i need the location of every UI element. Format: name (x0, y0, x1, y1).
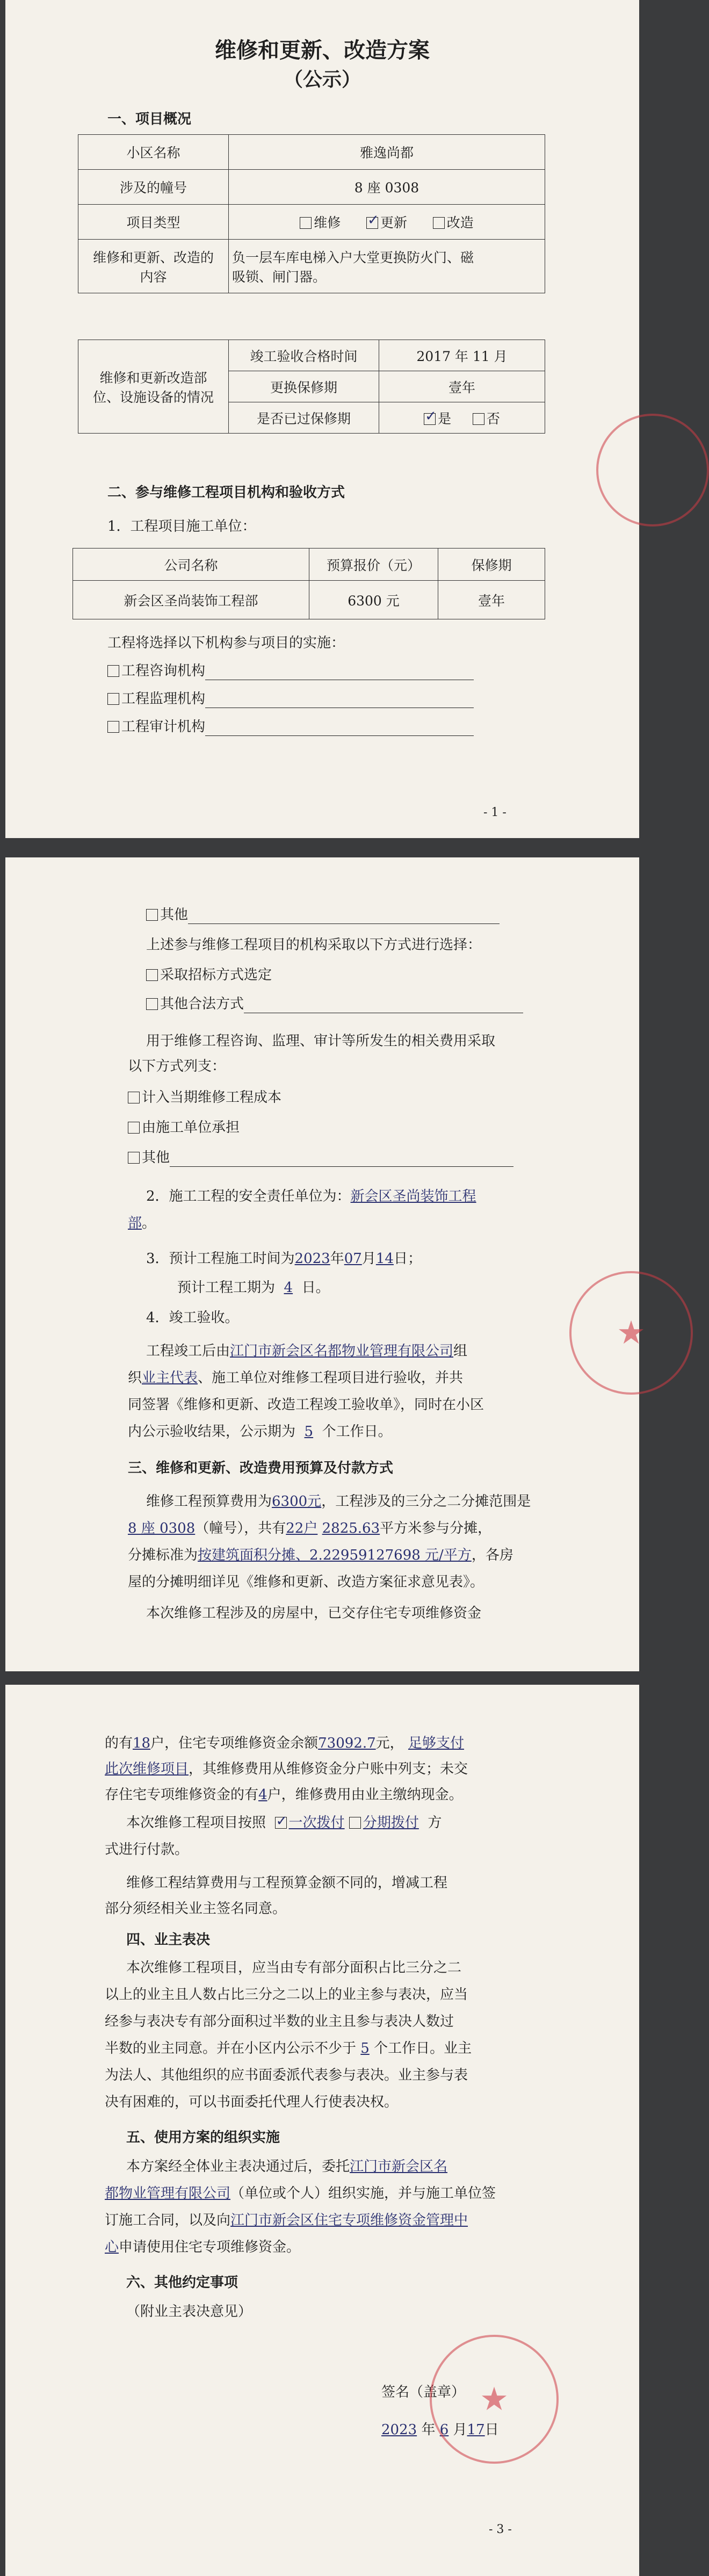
facility-status-table (78, 340, 545, 434)
settlement-line1: 维修工程结算费用与工程预算金额不同的，增减工程 (126, 1875, 448, 1891)
vote-line6: 决有困难的，可以书面委托代理人行使表决权。 (105, 2094, 399, 2110)
type-repair-checkbox[interactable] (300, 217, 312, 229)
vote-line4 (105, 2039, 472, 2058)
fund-line2 (105, 1760, 468, 1778)
org-supervision-line (107, 690, 474, 708)
org-impl-line1 (126, 2158, 447, 2176)
vote-text-b: 个工作日。业主 (374, 2040, 472, 2057)
method-other-blank[interactable] (244, 997, 523, 1013)
schedule-label: 3．预计工程施工时间为 (146, 1251, 295, 1267)
section-heading-1: 一、项目概况 (107, 111, 192, 127)
contractor-company: 新会区圣尚装饰工程部 (73, 581, 309, 619)
schedule-year: 2023 (294, 1251, 330, 1267)
acceptance-text-e: 、施工单位对维修工程项目进行验收，并共 (198, 1370, 464, 1386)
type-update-checkbox[interactable] (366, 217, 378, 229)
budget-building: 8 座 0308 (128, 1520, 196, 1536)
acceptance-org-handwritten: 江门市新会区名都物业管理有限公司 (230, 1343, 454, 1359)
impl-org-handwritten-1: 江门市新会区名 (350, 2159, 448, 2175)
vote-line3: 经参与表决专有部分面积过半数的业主且参与表决人数过 (105, 2014, 454, 2030)
type-renovate-label: 改造 (446, 215, 474, 230)
safety-line1 (146, 1187, 476, 1206)
section-heading-3: 三、维修和更新、改造费用预算及付款方式 (128, 1460, 394, 1476)
warranty-label: 更换保修期 (229, 371, 379, 402)
fund-text-d: ，其维修费用从维修资金分户账中列支；未交 (189, 1761, 468, 1777)
fee-intro-line1: 用于维修工程咨询、监理、审计等所发生的相关费用采取 (146, 1033, 496, 1049)
budget-standard: 按建筑面积分摊、2.22959127698 元/平方 (198, 1547, 472, 1563)
fee-other-checkbox[interactable] (128, 1152, 140, 1164)
page-subtitle: （公示） (283, 68, 361, 91)
community-label: 小区名称 (78, 135, 229, 170)
type-renovate-checkbox[interactable] (433, 217, 445, 229)
document-page-3 (5, 1685, 639, 2576)
method-other-line (146, 995, 523, 1013)
duration-line (177, 1279, 330, 1297)
signature-label: 签名（盖章） (381, 2384, 466, 2400)
expired-no-checkbox[interactable] (473, 413, 484, 425)
facility-label (78, 340, 229, 434)
fee-contractor-line (128, 1119, 240, 1137)
impl-text-c: 订施工合同，以及向 (105, 2212, 231, 2228)
org-impl-line3 (105, 2211, 468, 2229)
org-consulting-blank[interactable] (205, 664, 474, 680)
budget-text-d: 平方米参与分摊， (380, 1520, 492, 1536)
acceptance-days: 5 (304, 1424, 314, 1440)
method-tender-checkbox[interactable] (146, 969, 158, 981)
fee-cost-line (128, 1088, 281, 1107)
acceptance-text-c: 组 (453, 1343, 468, 1359)
schedule-month: 07 (344, 1251, 362, 1267)
expired-yes-checkbox[interactable] (424, 413, 436, 425)
acceptance-para-line3: 同签署《维修和更新、改造工程竣工验收单》，同时在小区 (128, 1397, 484, 1413)
payment-line (126, 1814, 442, 1832)
budget-text-f: ，各房 (471, 1547, 513, 1563)
budget-text-c: （幢号），共有 (195, 1520, 286, 1536)
page-title: 维修和更新、改造方案 (215, 38, 430, 63)
community-value: 雅逸尚都 (229, 135, 545, 170)
building-value: 8 座 0308 (229, 170, 545, 205)
org-audit-label: 工程审计机构 (121, 719, 206, 735)
org-other-checkbox[interactable] (146, 909, 158, 921)
acceptance-para-line4 (128, 1423, 392, 1441)
fund-project: 此次维修项目 (105, 1761, 189, 1777)
content-value (229, 240, 545, 293)
method-intro: 上述参与维修工程项目的机构采取以下方式进行选择： (146, 937, 482, 953)
org-consulting-label: 工程咨询机构 (121, 663, 206, 679)
duration-unit: 日。 (301, 1280, 330, 1296)
type-update-label: 更新 (380, 215, 407, 230)
warranty-expired-options (379, 402, 545, 434)
fund-sufficient: 足够支付 (408, 1735, 464, 1751)
type-repair-label: 维修 (314, 215, 341, 230)
contractor-header-warranty: 保修期 (438, 549, 545, 581)
impl-org-handwritten-2: 都物业管理有限公司 (105, 2185, 231, 2202)
budget-text-e: 分摊标准为 (128, 1547, 198, 1563)
expired-no-label: 否 (486, 410, 500, 427)
document-page-2 (5, 857, 646, 1671)
section-heading-2: 二、参与维修工程项目机构和验收方式 (107, 485, 345, 501)
schedule-day: 14 (375, 1251, 394, 1267)
content-value-line1: 负一层车库电梯入户大堂更换防火门、磁 (232, 249, 474, 265)
sign-day-unit: 日 (484, 2422, 499, 2438)
budget-line5: 本次维修工程涉及的房屋中，已交存住宅专项维修资金 (146, 1605, 482, 1621)
sign-month-unit: 月 (453, 2422, 467, 2438)
org-consulting-checkbox[interactable] (107, 665, 119, 677)
section-heading-5: 五、使用方案的组织实施 (126, 2130, 280, 2146)
org-impl-line4 (105, 2238, 300, 2256)
facility-label-line2: 位、设施设备的情况 (92, 389, 214, 405)
payment-installment-label: 分期拨付 (363, 1815, 419, 1831)
fund-text-c: 元， (375, 1735, 404, 1751)
budget-line4: 屋的分摊明细详见《维修和更新、改造方案征求意见表》。 (128, 1574, 484, 1590)
impl-text-d: 申请使用住宅专项维修资金。 (119, 2239, 301, 2255)
sign-year-unit: 年 (421, 2422, 436, 2438)
acceptance-subheading: 4．竣工验收。 (146, 1310, 239, 1326)
method-tender-label: 采取招标方式选定 (160, 967, 272, 983)
impl-text-a: 本方案经全体业主表决通过后，委托 (126, 2159, 350, 2175)
project-type-options (229, 205, 545, 240)
safety-unit-handwritten: 新会区圣尚装饰工程 (350, 1188, 476, 1204)
red-seal-stamp (596, 414, 709, 526)
acceptance-para-line2 (128, 1369, 463, 1387)
sign-month: 6 (439, 2422, 449, 2438)
org-audit-checkbox[interactable] (107, 721, 119, 733)
page-number-3: - 3 - (489, 2523, 512, 2536)
duration-value: 4 (284, 1280, 293, 1296)
vote-days: 5 (360, 2040, 370, 2057)
acceptance-text-d: 织 (128, 1370, 142, 1386)
org-audit-line (107, 718, 474, 736)
vote-text-a: 半数的业主同意。并在小区内公示不少于 (105, 2040, 357, 2057)
acceptance-text-f: 内公示验收结果，公示期为 (128, 1424, 296, 1440)
acceptance-owner-rep: 业主代表 (142, 1370, 198, 1386)
contractor-header-budget: 预算报价（元） (309, 549, 438, 581)
budget-line2 (128, 1519, 491, 1538)
schedule-year-unit: 年 (330, 1251, 344, 1267)
acceptance-text-a: 工程竣工后由 (146, 1343, 230, 1359)
payment-text-a: 本次维修工程项目按照 (126, 1815, 266, 1831)
content-label-line2: 内容 (140, 269, 167, 285)
expired-yes-label: 是 (438, 410, 452, 427)
payment-installment-checkbox[interactable] (349, 1817, 361, 1829)
budget-line1 (146, 1492, 531, 1511)
budget-households: 22户 (286, 1520, 318, 1536)
document-page-1 (5, 0, 639, 838)
payment-text-b: 方 (428, 1815, 442, 1831)
contractor-header-company: 公司名称 (73, 549, 309, 581)
vote-line5: 为法人、其他组织的应书面委派代表参与表决。业主参与表 (105, 2067, 468, 2083)
contractor-table (73, 548, 545, 619)
project-overview-table (78, 134, 545, 293)
method-other-checkbox[interactable] (146, 998, 158, 1010)
fee-intro-line2: 以下方式列支： (128, 1058, 226, 1074)
contractor-budget: 6300 元 (309, 581, 438, 619)
facility-label-line1: 维修和更新改造部 (99, 370, 207, 386)
fee-other-line (128, 1149, 513, 1167)
org-select-intro: 工程将选择以下机构参与项目的实施： (107, 635, 345, 651)
schedule-day-unit: 日； (393, 1251, 422, 1267)
acceptance-time-label: 竣工验收合格时间 (229, 340, 379, 371)
content-value-line2: 吸锁、闸门器。 (232, 269, 327, 285)
section-heading-4: 四、业主表决 (126, 1932, 211, 1948)
acceptance-para-line1 (146, 1342, 467, 1360)
fee-other-blank[interactable] (170, 1151, 513, 1167)
safety-period: 。 (142, 1215, 156, 1231)
fund-line3 (105, 1786, 463, 1804)
acceptance-text-g: 个工作日。 (322, 1424, 392, 1440)
schedule-line (146, 1250, 422, 1268)
method-tender-line (146, 966, 272, 984)
org-other-blank[interactable] (188, 908, 500, 924)
fund-text-a: 的有 (105, 1735, 133, 1751)
project-type-label: 项目类型 (78, 205, 229, 240)
contractor-subheading: 1．工程项目施工单位： (107, 518, 256, 535)
fund-line1 (105, 1734, 464, 1752)
fund-balance: 73092.7 (318, 1735, 376, 1751)
org-supervision-label: 工程监理机构 (121, 691, 206, 707)
warranty-value: 壹年 (379, 371, 545, 402)
content-label-line1: 维修和更新、改造的 (92, 249, 214, 265)
org-supervision-blank[interactable] (205, 692, 474, 708)
org-audit-blank[interactable] (205, 720, 474, 736)
method-other-label: 其他合法方式 (160, 996, 244, 1012)
impl-text-b: （单位或个人）组织实施，并与施工单位签 (230, 2185, 496, 2202)
schedule-month-unit: 月 (361, 1251, 376, 1267)
vote-line1: 本次维修工程项目，应当由专有部分面积占比三分之二 (126, 1960, 462, 1976)
acceptance-time-value: 2017 年 11 月 (379, 340, 545, 371)
budget-text-b: ，工程涉及的三分之二分摊范围是 (321, 1493, 531, 1510)
payment-line2: 式进行付款。 (105, 1842, 189, 1858)
fund-text-b: 户，住宅专项维修资金余额 (150, 1735, 319, 1751)
fee-other-label: 其他 (142, 1150, 170, 1166)
section-heading-6: 六、其他约定事项 (126, 2275, 238, 2291)
duration-label: 预计工程工期为 (177, 1280, 276, 1296)
fee-cost-label: 计入当期维修工程成本 (142, 1089, 282, 1106)
fund-households: 18 (133, 1735, 151, 1751)
building-label: 涉及的幢号 (78, 170, 229, 205)
page-number-1: - 1 - (483, 806, 507, 819)
org-supervision-checkbox[interactable] (107, 693, 119, 705)
budget-amount: 6300元 (272, 1493, 322, 1510)
warranty-expired-label: 是否已过保修期 (229, 402, 379, 434)
safety-label: 2．施工工程的安全责任单位为： (146, 1188, 351, 1204)
org-other-label: 其他 (160, 907, 189, 923)
company-seal-stamp: ★ (430, 2335, 559, 2464)
content-label (78, 240, 229, 293)
impl-fund-center-handwritten: 江门市新会区住宅专项维修资金管理中 (230, 2212, 468, 2228)
sign-year: 2023 (381, 2422, 417, 2438)
settlement-line2: 部分须经相关业主签名同意。 (105, 1901, 287, 1917)
payment-once-label: 一次拨付 (288, 1815, 345, 1831)
payment-once-checkbox[interactable] (275, 1817, 287, 1829)
appendix-note: （附业主表决意见） (126, 2304, 252, 2320)
contractor-warranty: 壹年 (438, 581, 545, 619)
red-seal-stamp-page2: ★ (569, 1271, 693, 1395)
org-other-line (146, 906, 500, 924)
impl-fund-center-end: 心 (105, 2239, 119, 2255)
budget-line3 (128, 1546, 513, 1564)
fund-text-f: 户，维修费用由业主缴纳现金。 (267, 1787, 463, 1803)
sign-day: 17 (467, 2422, 485, 2438)
fund-text-e: 存住宅专项维修资金的有 (105, 1787, 259, 1803)
fee-contractor-label: 由施工单位承担 (142, 1120, 240, 1136)
fee-cost-checkbox[interactable] (128, 1092, 140, 1103)
org-impl-line2 (105, 2184, 496, 2203)
vote-line2: 以上的业主且人数占比三分之二以上的业主参与表决，应当 (105, 1987, 468, 2003)
safety-line2 (128, 1214, 156, 1232)
org-consulting-line (107, 662, 474, 680)
safety-unit-handwritten-end: 部 (128, 1215, 142, 1231)
budget-text-a: 维修工程预算费用为 (146, 1493, 272, 1510)
fee-contractor-checkbox[interactable] (128, 1122, 140, 1134)
budget-area: 2825.63 (322, 1520, 380, 1536)
fund-unpaid-households: 4 (258, 1787, 267, 1803)
